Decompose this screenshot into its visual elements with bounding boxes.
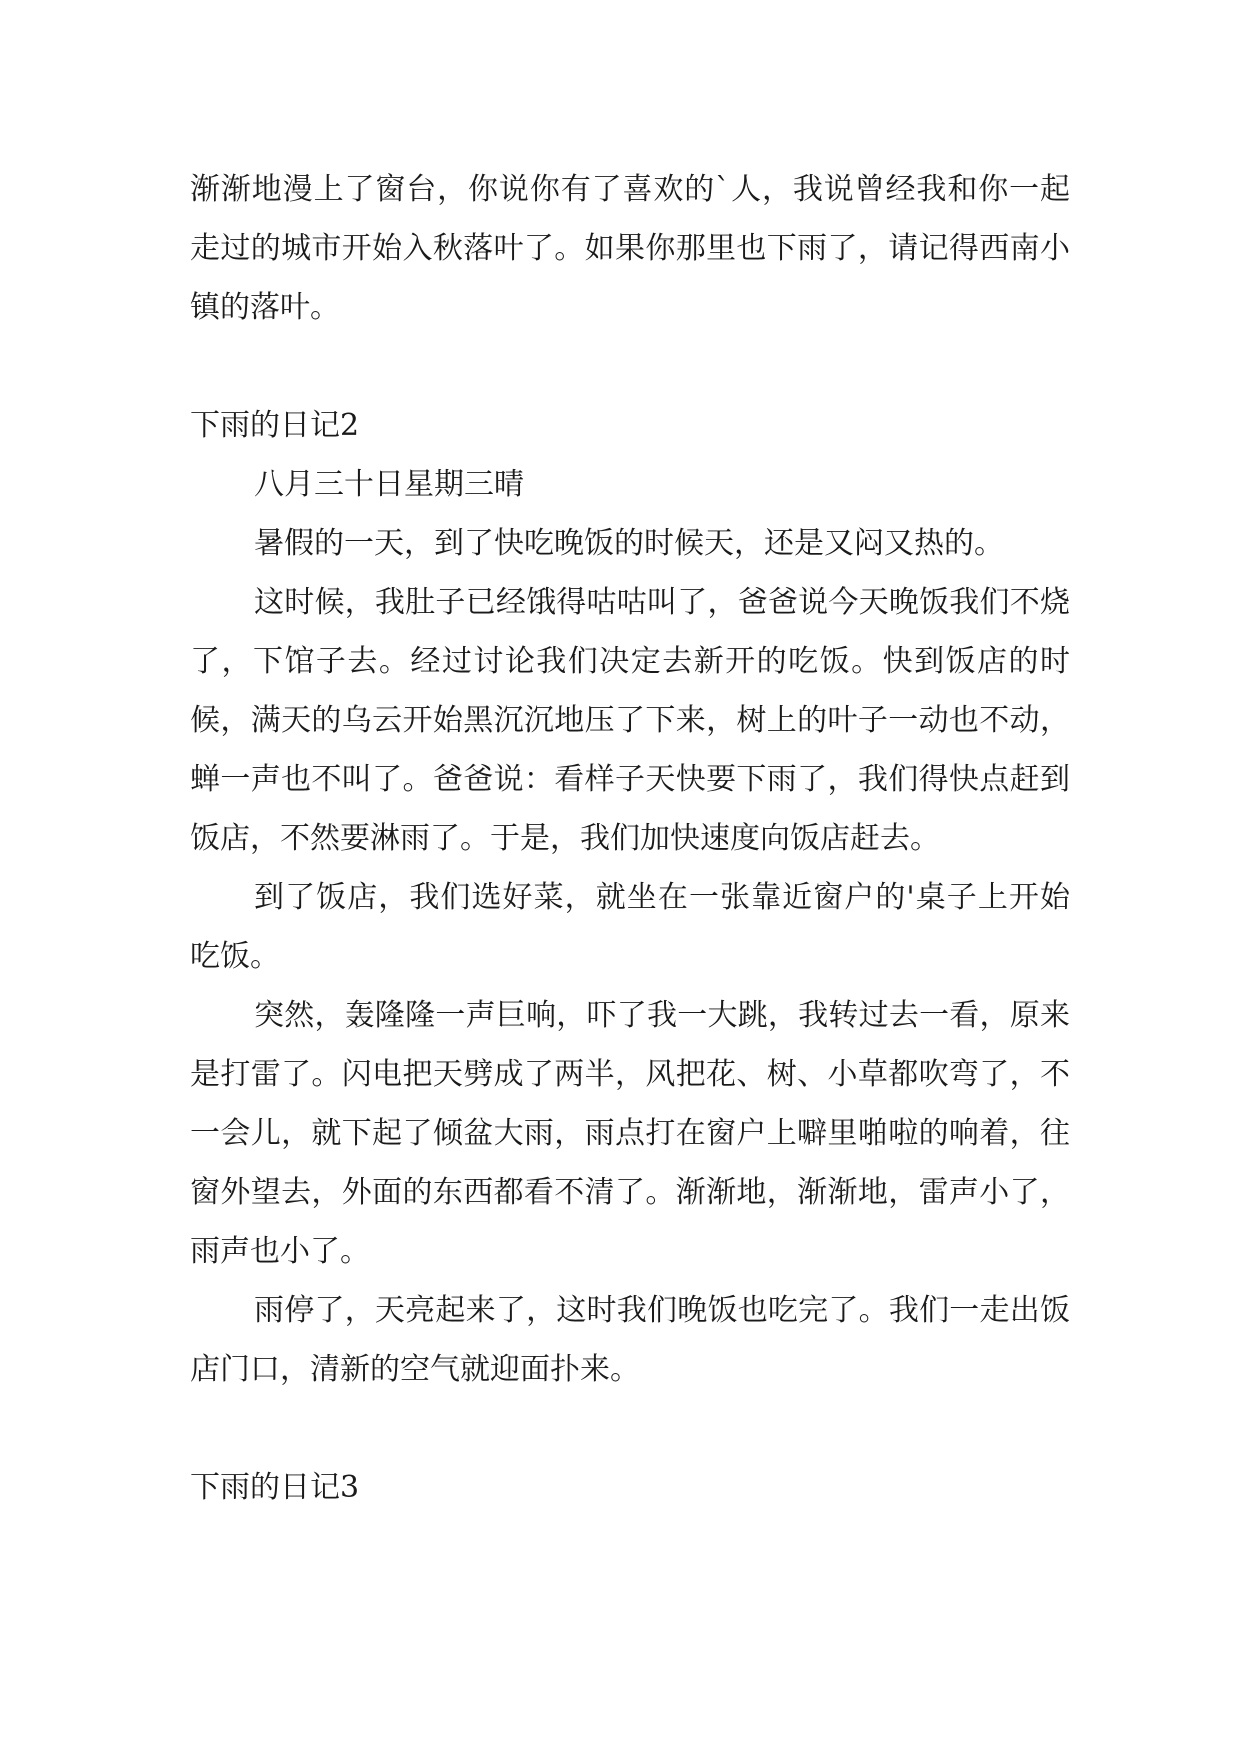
section-heading-3: 下雨的日记3: [190, 1470, 360, 1505]
section-heading-2: 下雨的日记2: [190, 408, 360, 443]
date-line: 八月三十日星期三晴: [254, 467, 524, 502]
paragraph: 这时候，我肚子已经饿得咕咕叫了，爸爸说今天晚饭我们不烧了，下馆子去。经过讨论我们决定去新开的吃饭。快到饭店的时候，满天的乌云开始黑沉沉地压了下来，树上的叶子一动也不动，蝉一声也不叫了。爸爸说：看样子天快要下雨了，我们得快点赶到饭店，不然要淋雨了。于是，我们加快速度向饭店赶去。: [190, 585, 1070, 856]
document-body: [190, 160, 1070, 1517]
paragraph: 到了饭店，我们选好菜，就坐在一张靠近窗户的'桌子上开始吃饭。: [190, 880, 1070, 974]
continuation-paragraph: 渐渐地漫上了窗台，你说你有了喜欢的`人，我说曾经我和你一起走过的城市开始入秋落叶了。如果你那里也下雨了，请记得西南小镇的落叶。: [190, 172, 1070, 325]
paragraph: 暑假的一天，到了快吃晚饭的时候天，还是又闷又热的。: [254, 526, 1004, 561]
paragraph: 突然，轰隆隆一声巨响，吓了我一大跳，我转过去一看，原来是打雷了。闪电把天劈成了两半，风把花、树、小草都吹弯了，不一会儿，就下起了倾盆大雨，雨点打在窗户上噼里啪啦的响着，往窗外望去，外面的东西都看不清了。渐渐地，渐渐地，雷声小了，雨声也小了。: [190, 998, 1070, 1269]
paragraph: 雨停了，天亮起来了，这时我们晚饭也吃完了。我们一走出饭店门口，清新的空气就迎面扑来。: [190, 1293, 1070, 1387]
